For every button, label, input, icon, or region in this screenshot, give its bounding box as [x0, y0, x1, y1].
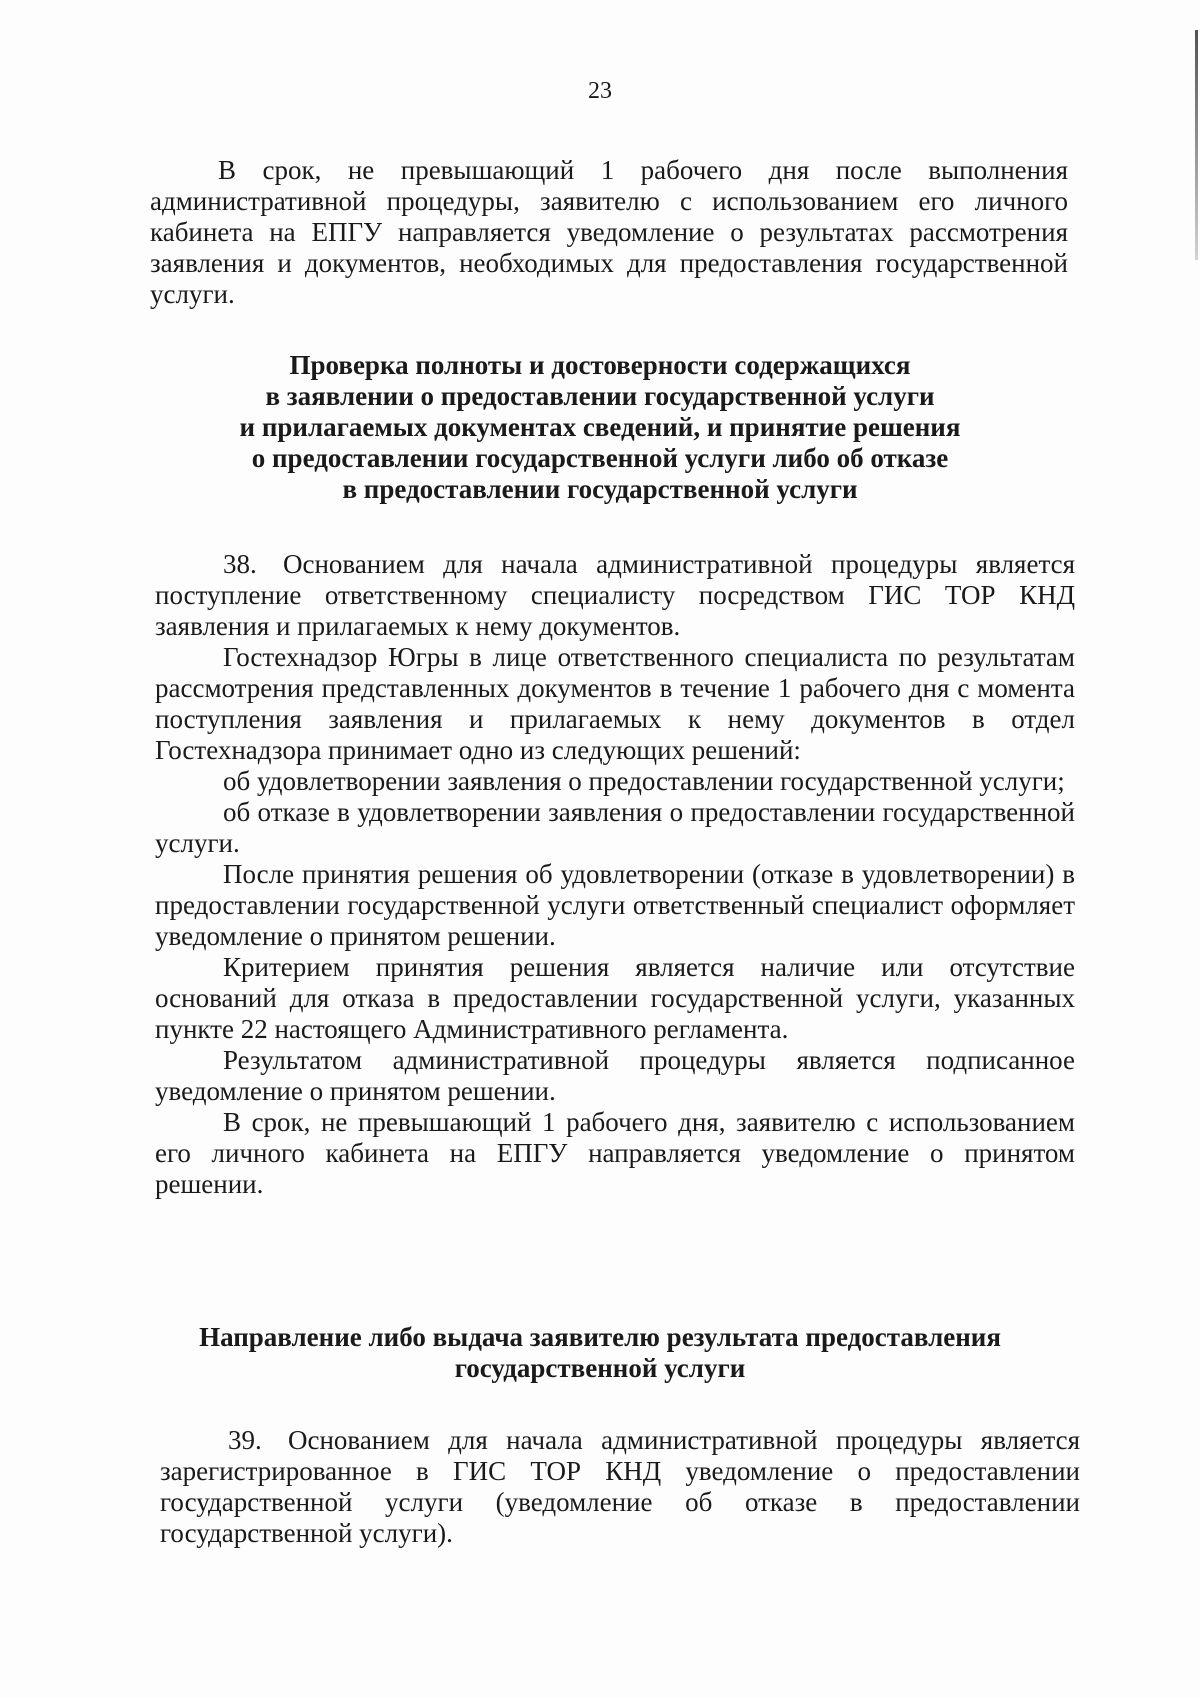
paragraph: После принятия решения об удовлетворении (отказе в удовлетворении) в предоставлении государственной услуги ответственный специалист оформляет уведомление о принятом решении.: [155, 859, 1075, 951]
intro-block: [150, 155, 1068, 310]
paragraph: об отказе в удовлетворении заявления о предоставлении государственной услуги.: [155, 797, 1075, 858]
paragraph: об удовлетворении заявления о предоставлении государственной услуги;: [223, 766, 1065, 796]
paragraph-39: [160, 1425, 1080, 1549]
heading-line: в заявлении о предоставлении государственной услуги: [265, 381, 935, 411]
paragraph: Результатом административной процедуры является подписанное уведомление о принятом решении.: [155, 1045, 1075, 1106]
paragraph: Критерием принятия решения является наличие или отсутствие оснований для отказа в предоставлении государственной услуги, указанных пункте 22 настоящего Административного регламента.: [155, 952, 1075, 1044]
paragraph-text: Основанием для начала административной процедуры является зарегистрированное в ГИС ТОР КНД уведомление о предоставлении государственной услуги (уведомление об отказе в предоставлении государственной услуги).: [160, 1425, 1080, 1548]
paragraph: В срок, не превышающий 1 рабочего дня, заявителю с использованием его личного кабинета на ЕПГУ направляется уведомление о принятом решении.: [155, 1107, 1075, 1199]
heading-line: Направление либо выдача заявителю результата предоставления: [199, 1322, 1001, 1352]
scan-edge-mark: [1195, 30, 1198, 260]
heading-line: о предоставлении государственной услуги либо об отказе: [251, 443, 949, 473]
paragraph-text: Основанием для начала административной процедуры является поступление ответственному специалисту посредством ГИС ТОР КНД заявления и прилагаемых к нему документов.: [155, 549, 1075, 641]
heading-line: в предоставлении государственной услуги: [342, 474, 858, 504]
page-number: 23: [588, 78, 612, 104]
section-2-body: [160, 1425, 1080, 1549]
heading-line: Проверка полноты и достоверности содержащихся: [289, 350, 911, 380]
section-heading-2: [0, 1322, 1200, 1384]
item-number: 39.: [228, 1425, 262, 1455]
item-number: 38.: [223, 549, 257, 579]
heading-line: государственной услуги: [454, 1353, 746, 1383]
section-1-body: [155, 549, 1075, 1200]
intro-paragraph: В срок, не превышающий 1 рабочего дня после выполнения административной процедуры, заявителю с использованием его личного кабинета на ЕПГУ направляется уведомление о результатах рассмотрения заявления и документов, необходимых для предоставления государственной услуги.: [150, 155, 1068, 309]
paragraph-38: [155, 549, 1075, 642]
heading-line: и прилагаемых документах сведений, и принятие решения: [239, 412, 961, 442]
section-heading-1: [0, 350, 1200, 505]
paragraph: Гостехнадзор Югры в лице ответственного специалиста по результатам рассмотрения представленных документов в течение 1 рабочего дня с момента поступления заявления и прилагаемых к нему документов в отдел Гостехнадзора принимает одно из следующих решений:: [155, 642, 1075, 765]
